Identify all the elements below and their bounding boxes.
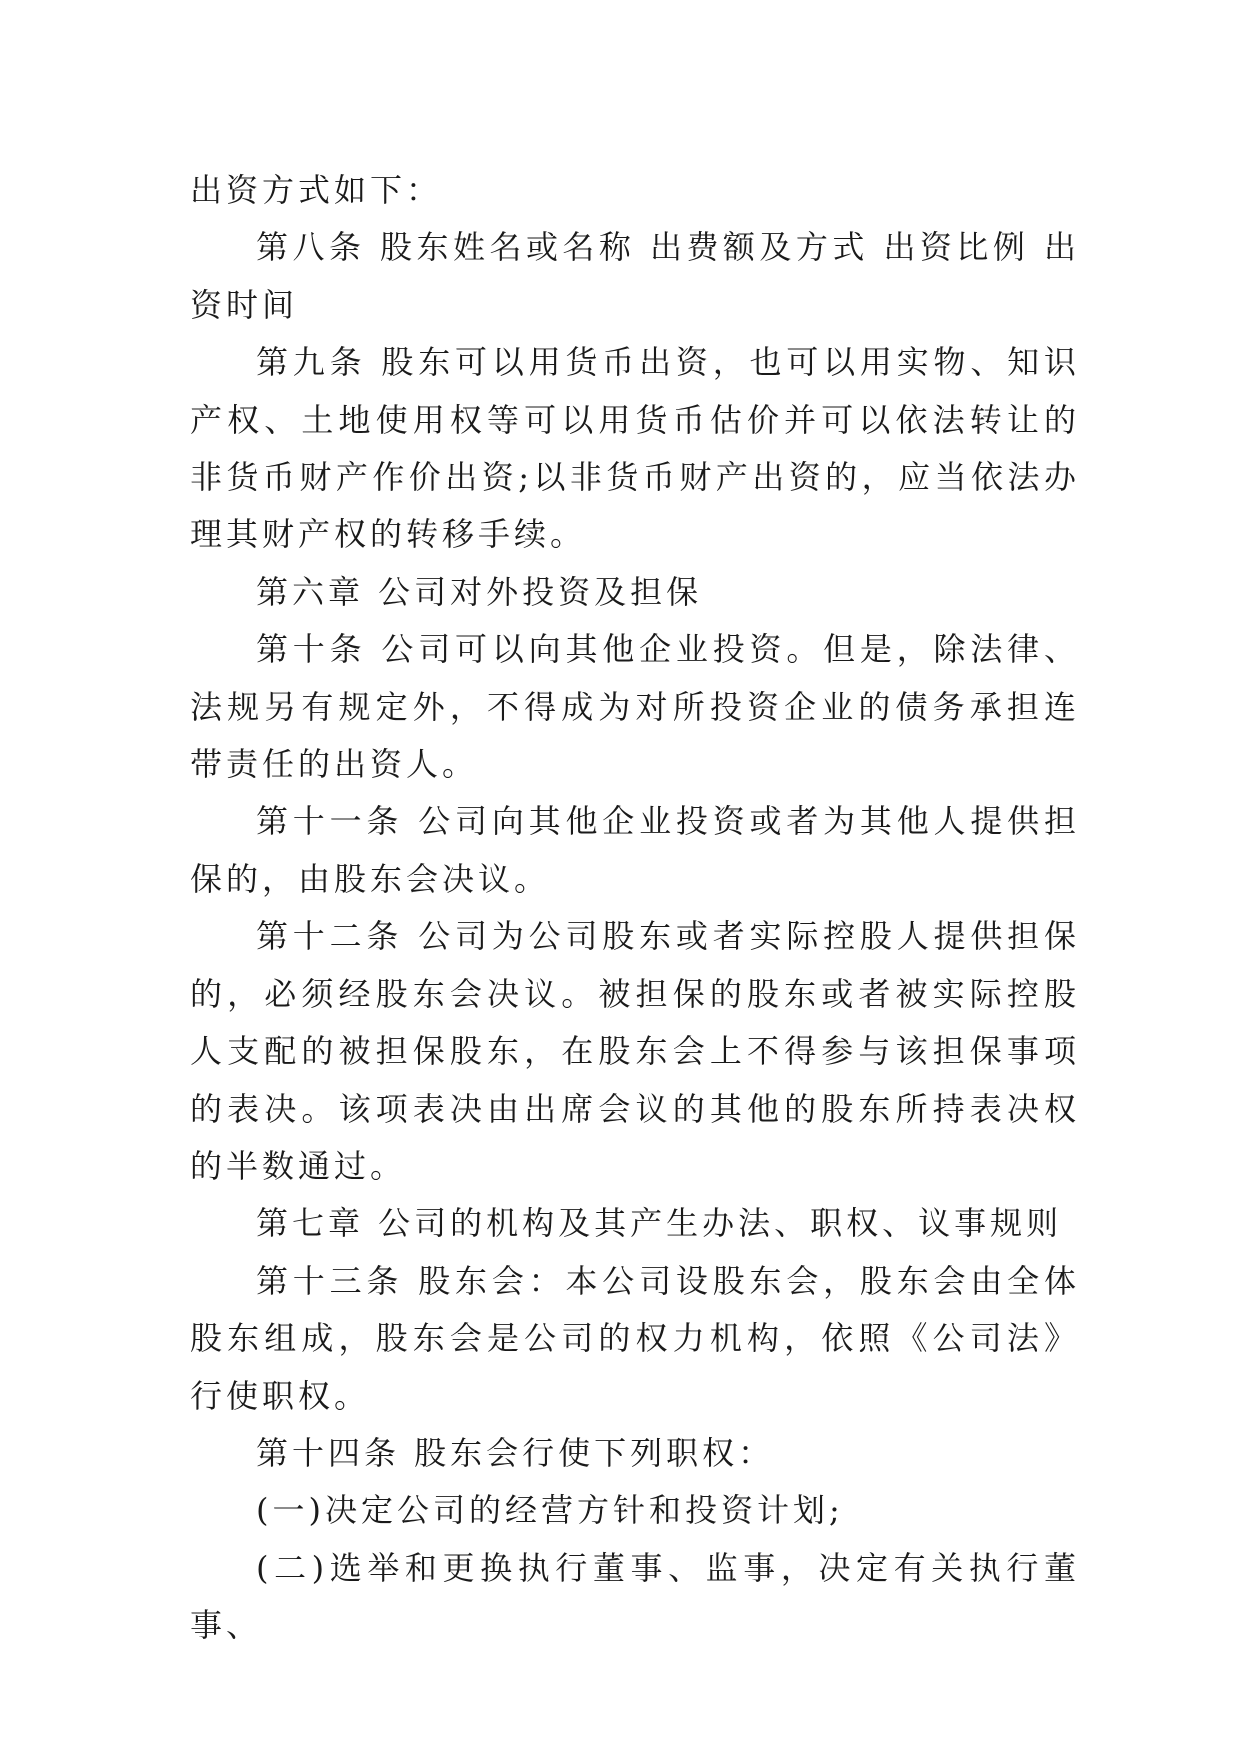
list-item-1: (一)决定公司的经营方针和投资计划; — [256, 1491, 844, 1530]
paragraph-article-13: 第十三条 股东会：本公司设股东会，股东会由全体股东组成，股东会是公司的权力机构，依照《公司法》行使职权。 — [190, 1261, 1080, 1415]
paragraph-article-10: 第十条 公司可以向其他企业投资。但是，除法律、法规另有规定外，不得成为对所投资企业的债务承担连带责任的出资人。 — [190, 630, 1080, 784]
paragraph-article-14: 第十四条 股东会行使下列职权： — [256, 1433, 775, 1472]
paragraph-article-8: 第八条 股东姓名或名称 出费额及方式 出资比例 出资时间 — [190, 228, 1080, 324]
document-body — [190, 162, 1080, 1655]
paragraph-article-9: 第九条 股东可以用货币出资，也可以用实物、知识产权、土地使用权等可以用货币估价并可以依法转让的非货币财产作价出资;以非货币财产出资的，应当依法办理其财产权的转移手续。 — [190, 343, 1080, 554]
list-item-2: (二)选举和更换执行董事、监事，决定有关执行董事、 — [190, 1548, 1080, 1645]
chapter-6-heading: 第六章 公司对外投资及担保 — [256, 572, 703, 611]
paragraph-article-11: 第十一条 公司向其他企业投资或者为其他人提供担保的，由股东会决议。 — [190, 802, 1080, 898]
paragraph-article-12: 第十二条 公司为公司股东或者实际控股人提供担保的，必须经股东会决议。被担保的股东或者被实际控股人支配的被担保股东，在股东会上不得参与该担保事项的表决。该项表决由出席会议的其他的股东所持表决权的半数通过。 — [190, 917, 1080, 1185]
chapter-7-heading: 第七章 公司的机构及其产生办法、职权、议事规则 — [256, 1204, 1063, 1243]
paragraph-capital-contribution-intro: 出资方式如下： — [190, 171, 443, 209]
